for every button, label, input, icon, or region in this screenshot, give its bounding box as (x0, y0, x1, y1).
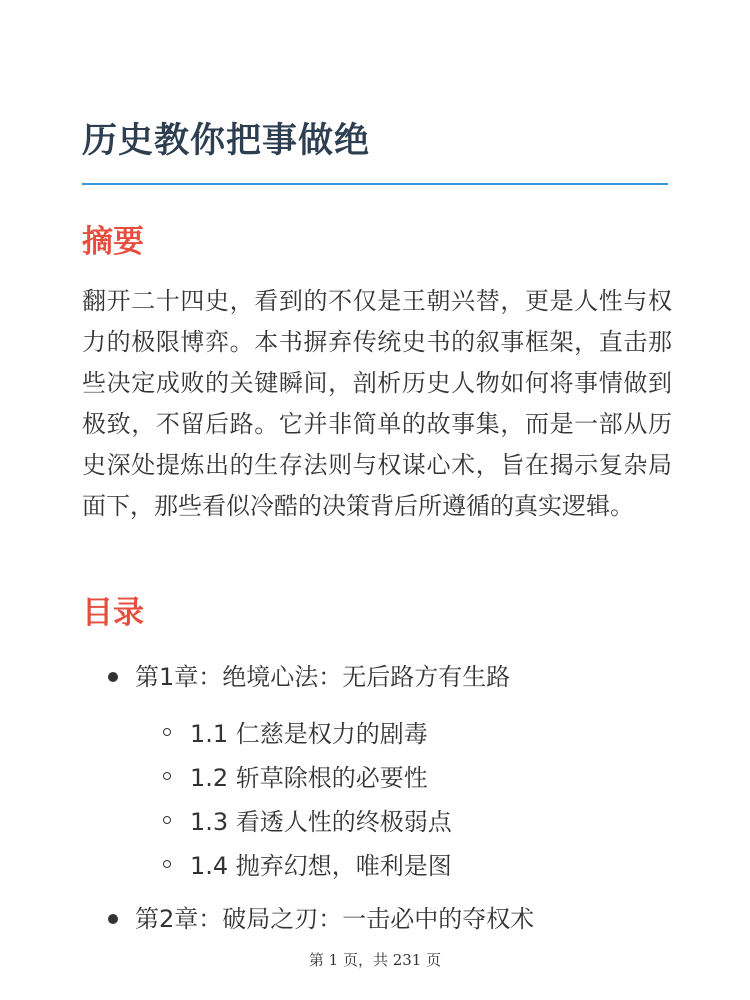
toc-section-1-4[interactable] (135, 844, 682, 888)
table-of-contents (82, 656, 682, 940)
filled-bullet-icon (108, 914, 118, 924)
hollow-bullet-icon (163, 816, 171, 824)
section-label: 1.4 抛弃幻想，唯利是图 (190, 852, 452, 880)
hollow-bullet-icon (163, 772, 171, 780)
chapter-label: 第2章：破局之刃：一击必中的夺权术 (135, 905, 535, 933)
toc-section-1-3[interactable] (135, 800, 682, 844)
hollow-bullet-icon (163, 728, 171, 736)
chapter-1-sections (135, 712, 682, 888)
filled-bullet-icon (108, 672, 118, 682)
section-label: 1.1 仁慈是权力的剧毒 (190, 720, 428, 748)
section-label: 1.3 看透人性的终极弱点 (190, 808, 452, 836)
section-label: 1.2 斩草除根的必要性 (190, 764, 428, 792)
hollow-bullet-icon (163, 860, 171, 868)
summary-paragraph: 翻开二十四史，看到的不仅是王朝兴替，更是人性与权力的极限博弈。本书摒弃传统史书的叙事框架，直击那些决定成败的关键瞬间，剖析历史人物如何将事情做到极致，不留后路。它并非简单的故事集，而是一部从历史深处提炼出的生存法则与权谋心术，旨在揭示复杂局面下，那些看似冷酷的决策背后所遵循的真实逻辑。 (82, 287, 672, 520)
title-divider (82, 183, 668, 185)
toc-section-1-1[interactable] (135, 712, 682, 756)
page-number-footer: 第 1 页，共 231 页 (308, 951, 442, 969)
summary-heading: 摘要 (82, 224, 144, 260)
toc-chapter-2[interactable] (82, 898, 682, 940)
toc-chapter-1[interactable] (82, 656, 682, 888)
toc-section-1-2[interactable] (135, 756, 682, 800)
chapter-label: 第1章：绝境心法：无后路方有生路 (135, 663, 511, 691)
toc-heading: 目录 (82, 595, 144, 631)
book-title: 历史教你把事做绝 (82, 121, 371, 161)
